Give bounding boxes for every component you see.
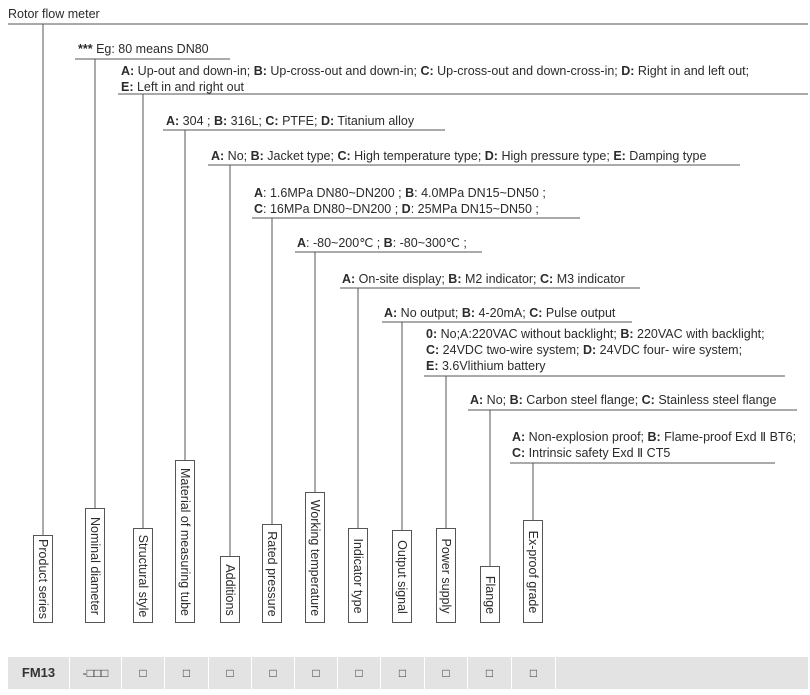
label-material-text: Material of measuring tube xyxy=(178,467,192,616)
material-description: A: 304 ; B: 316L; C: PTFE; D: Titanium alloy xyxy=(166,114,415,128)
label-exproof-grade xyxy=(523,520,543,623)
label-additions xyxy=(220,556,240,623)
code-separator xyxy=(555,657,556,689)
code-pressure-box: □ xyxy=(269,666,277,680)
structural-description-line-2: E: Left in and right out xyxy=(121,80,244,94)
indicator-description: A: On-site display; B: M2 indicator; C: M3 indicator xyxy=(342,272,625,286)
label-indicator-type xyxy=(348,528,368,623)
label-indicator-type-text: Indicator type xyxy=(351,537,365,614)
label-material xyxy=(175,460,195,623)
exproof-description-line-1: A: Non-explosion proof; B: Flame-proof Exd Ⅱ BT6; xyxy=(512,430,797,444)
power-description-line-2: C: 24VDC two-wire system; D: 24VDC four- wire system; xyxy=(426,343,743,357)
code-flange-box: □ xyxy=(485,666,494,680)
power-description-line-3: E: 3.6Vlithium battery xyxy=(426,359,546,373)
temperature-description: A: -80~200℃ ; B: -80~300℃ ; xyxy=(297,236,467,250)
label-working-temperature-text: Working temperature xyxy=(308,499,322,616)
code-exproof-box: □ xyxy=(529,666,538,680)
code-material-box: □ xyxy=(182,666,191,680)
label-product-series-text: Product series xyxy=(36,539,50,619)
code-series: FM13 xyxy=(21,665,56,680)
label-exproof-grade-text: Ex-proof grade xyxy=(526,530,540,613)
code-diameter: -□□□ xyxy=(82,666,109,680)
power-description-line-1: 0: No;A:220VAC without backlight; B: 220VAC with backlight; xyxy=(426,327,765,341)
label-power-supply xyxy=(436,528,456,623)
code-indicator-box: □ xyxy=(355,666,363,680)
label-nominal-diameter-text: Nominal diameter xyxy=(88,516,102,615)
structural-description-line-1: A: Up-out and down-in; B: Up-cross-out and down-in; C: Up-cross-out and down-cross-in; D: Right in and left out; xyxy=(121,64,750,78)
label-power-supply-text: Power supply xyxy=(439,537,453,614)
code-power-box: □ xyxy=(442,666,450,680)
code-additions-box: □ xyxy=(226,666,234,680)
label-product-series xyxy=(33,535,53,623)
label-structural-style xyxy=(133,528,153,623)
output-description: A: No output; B: 4-20mA; C: Pulse output xyxy=(384,306,616,320)
code-temperature-box: □ xyxy=(312,666,320,680)
label-additions-text: Additions xyxy=(223,563,237,616)
flange-description: A: No; B: Carbon steel flange; C: Stainless steel flange xyxy=(470,393,777,407)
label-rated-pressure-text: Rated pressure xyxy=(265,530,279,617)
additions-description: A: No; B: Jacket type; C: High temperature type; D: High pressure type; E: Damping type xyxy=(211,149,707,163)
label-working-temperature xyxy=(305,492,325,623)
label-flange xyxy=(480,566,500,623)
label-output-signal xyxy=(392,530,412,623)
pressure-description-line-1: A: 1.6MPa DN80~DN200 ; B: 4.0MPa DN15~DN50 ; xyxy=(254,186,546,200)
label-structural-style-text: Structural style xyxy=(136,534,150,617)
label-flange-text: Flange xyxy=(483,575,497,614)
nominal-description: *** Eg: 80 means DN80 xyxy=(78,42,209,56)
label-nominal-diameter xyxy=(85,508,105,623)
code-output-box: □ xyxy=(398,666,407,680)
pressure-description-line-2: C: 16MPa DN80~DN200 ; D: 25MPa DN15~DN50 ; xyxy=(254,202,539,216)
label-rated-pressure xyxy=(262,524,282,623)
label-output-signal-text: Output signal xyxy=(395,539,409,614)
code-structural-box: □ xyxy=(139,666,147,680)
exproof-description-line-2: C: Intrinsic safety Exd Ⅱ CT5 xyxy=(512,446,671,460)
diagram-title: Rotor flow meter xyxy=(8,7,100,21)
